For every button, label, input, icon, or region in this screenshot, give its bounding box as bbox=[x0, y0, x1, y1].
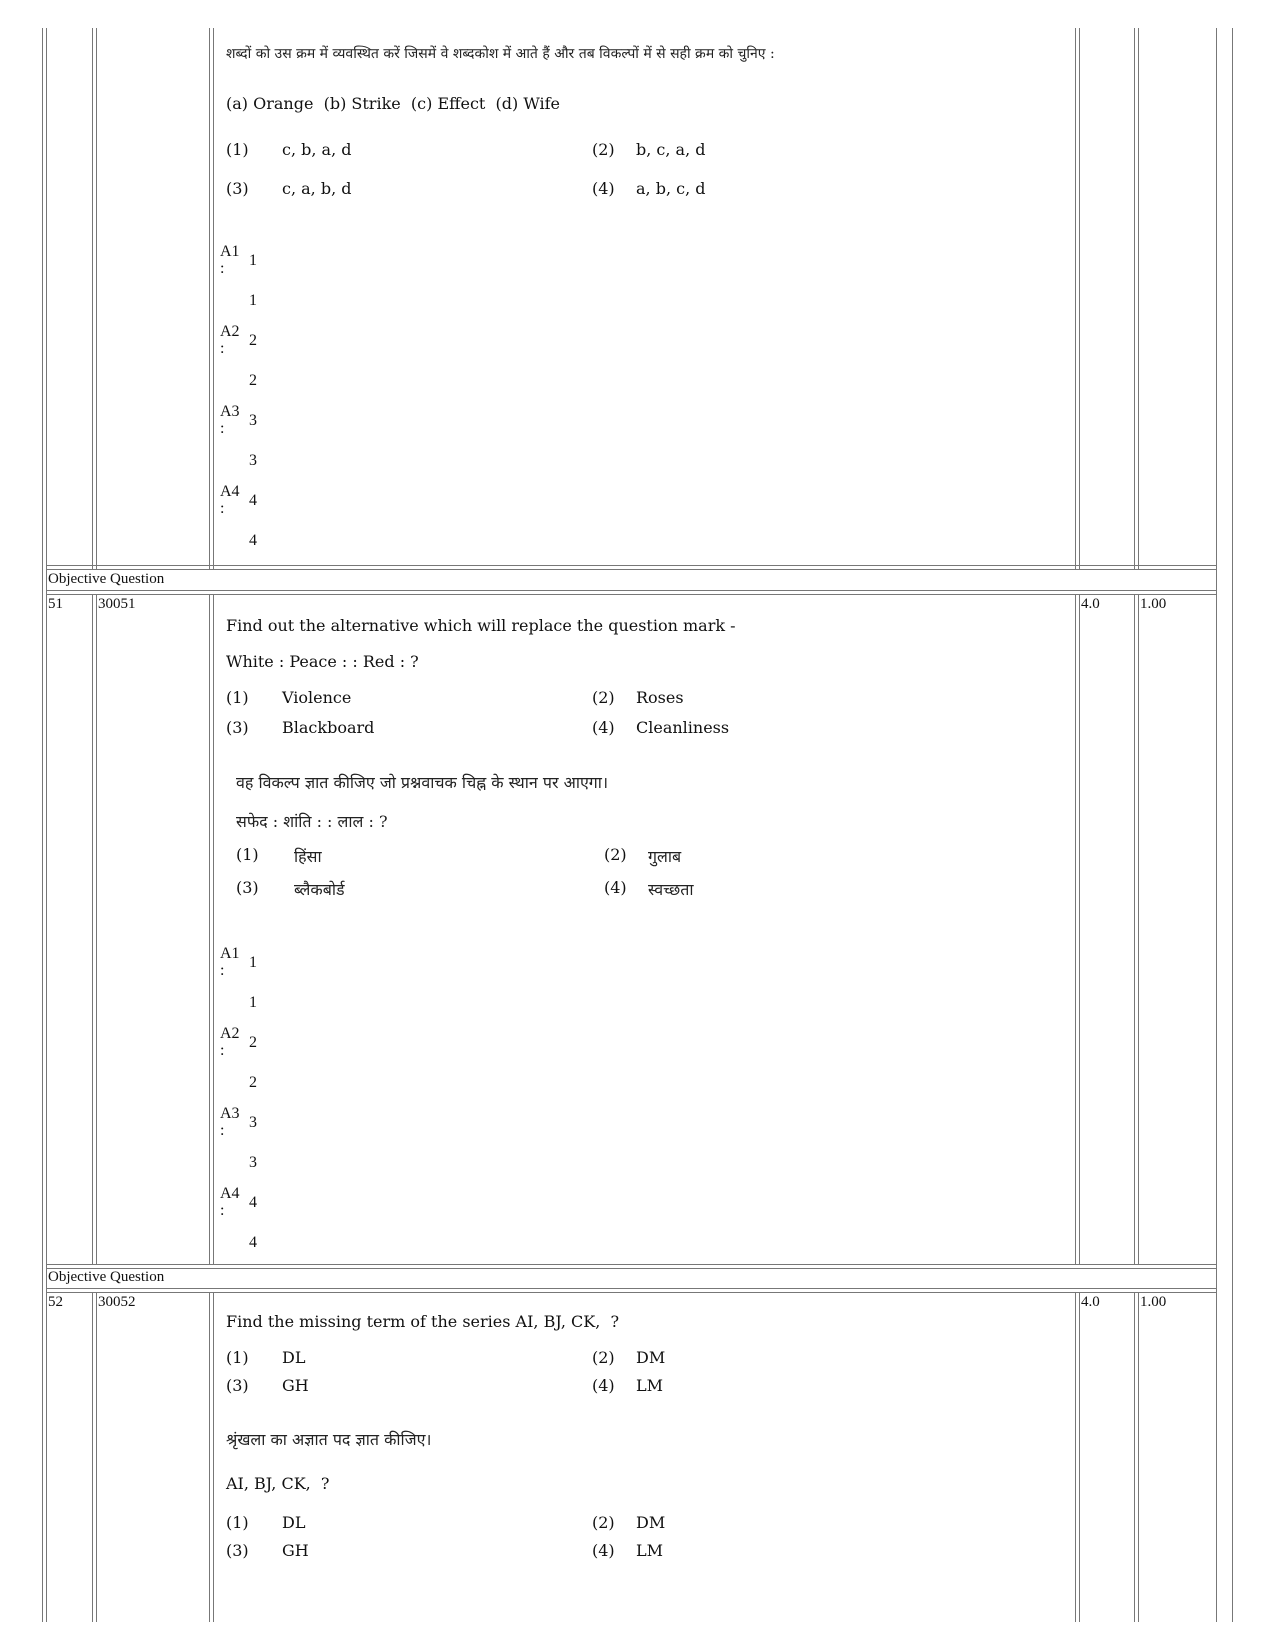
answer-value: 4 bbox=[249, 1234, 257, 1251]
grid-line bbox=[46, 28, 47, 1622]
grid-line bbox=[46, 565, 1216, 566]
answer-value: 4 bbox=[249, 1194, 257, 1211]
answer-colon: : bbox=[220, 1042, 225, 1059]
option-text: DL bbox=[282, 1348, 306, 1367]
grid-line bbox=[46, 594, 1216, 595]
question-text-hindi: श्रृंखला का अज्ञात पद ज्ञात कीजिए। bbox=[226, 1430, 432, 1449]
option-number: (3) bbox=[236, 878, 259, 897]
question-text-hindi: वह विकल्प ज्ञात कीजिए जो प्रश्नवाचक चिह्न के स्थान पर आएगा। bbox=[236, 773, 609, 792]
option-text: GH bbox=[282, 1541, 309, 1560]
answer-value: 2 bbox=[249, 372, 257, 389]
grid-line bbox=[209, 28, 210, 570]
grid-line bbox=[1138, 594, 1139, 1264]
grid-line bbox=[1079, 28, 1080, 570]
answer-value: 1 bbox=[249, 954, 257, 971]
option-text: DL bbox=[282, 1513, 306, 1532]
option-number: (1) bbox=[226, 140, 249, 159]
option-text-hindi: हिंसा bbox=[294, 847, 322, 866]
option-number: (3) bbox=[226, 1376, 249, 1395]
option-text-hindi: स्वच्छता bbox=[648, 880, 694, 899]
answer-value: 1 bbox=[249, 994, 257, 1011]
serial-number: 52 bbox=[48, 1294, 63, 1310]
answer-label: A1 bbox=[220, 945, 240, 962]
option-text: b, c, a, d bbox=[636, 140, 706, 159]
grid-line bbox=[1134, 28, 1135, 570]
option-number: (3) bbox=[226, 718, 249, 737]
answer-label: A4 bbox=[220, 1185, 240, 1202]
option-text: LM bbox=[636, 1541, 664, 1560]
option-text: GH bbox=[282, 1376, 309, 1395]
option-text: a, b, c, d bbox=[636, 179, 706, 198]
grid-line bbox=[96, 28, 97, 570]
option-text: c, a, b, d bbox=[282, 179, 352, 198]
grid-line bbox=[209, 1292, 210, 1622]
answer-label: A2 bbox=[220, 323, 240, 340]
grid-line bbox=[1079, 1292, 1080, 1622]
grid-line bbox=[46, 1288, 1216, 1289]
grid-line bbox=[1232, 28, 1233, 1622]
answer-label: A4 bbox=[220, 483, 240, 500]
grid-line bbox=[1079, 594, 1080, 1264]
marks: 4.0 bbox=[1081, 1294, 1100, 1310]
option-text-hindi: ब्लैकबोर्ड bbox=[294, 880, 345, 899]
answer-value: 1 bbox=[249, 292, 257, 309]
option-number: (3) bbox=[226, 179, 249, 198]
marks: 4.0 bbox=[1081, 596, 1100, 612]
grid-line bbox=[96, 594, 97, 1264]
answer-colon: : bbox=[220, 1122, 225, 1139]
option-number: (2) bbox=[604, 845, 627, 864]
option-number: (1) bbox=[226, 1348, 249, 1367]
option-text: Roses bbox=[636, 688, 684, 707]
grid-line bbox=[1134, 594, 1135, 1264]
answer-value: 3 bbox=[249, 452, 257, 469]
answer-value: 1 bbox=[249, 252, 257, 269]
grid-line bbox=[213, 28, 214, 570]
grid-line bbox=[96, 1292, 97, 1622]
answer-value: 2 bbox=[249, 1034, 257, 1051]
answer-colon: : bbox=[220, 500, 225, 517]
answer-label: A1 bbox=[220, 243, 240, 260]
series-text: AI, BJ, CK, ? bbox=[226, 1474, 330, 1493]
question-id: 30052 bbox=[98, 1294, 136, 1310]
serial-number: 51 bbox=[48, 596, 63, 612]
grid-line bbox=[213, 1292, 214, 1622]
grid-line bbox=[46, 1292, 1216, 1293]
section-label: Objective Question bbox=[48, 1269, 165, 1285]
question-words: (a) Orange (b) Strike (c) Effect (d) Wife bbox=[226, 94, 560, 113]
grid-line bbox=[1216, 28, 1217, 1622]
grid-line bbox=[42, 28, 43, 1622]
grid-line bbox=[209, 594, 210, 1264]
answer-value: 4 bbox=[249, 532, 257, 549]
grid-line bbox=[46, 590, 1216, 591]
option-text: DM bbox=[636, 1348, 666, 1367]
answer-colon: : bbox=[220, 260, 225, 277]
option-text: DM bbox=[636, 1513, 666, 1532]
section-label: Objective Question bbox=[48, 571, 165, 587]
answer-label: A2 bbox=[220, 1025, 240, 1042]
grid-line bbox=[46, 1268, 1216, 1269]
answer-value: 3 bbox=[249, 1154, 257, 1171]
grid-line bbox=[92, 28, 93, 570]
option-number: (4) bbox=[592, 179, 615, 198]
grid-line bbox=[1075, 1292, 1076, 1622]
option-number: (4) bbox=[592, 1541, 615, 1560]
answer-label: A3 bbox=[220, 403, 240, 420]
option-text: c, b, a, d bbox=[282, 140, 352, 159]
question-text-hindi: शब्दों को उस क्रम में व्यवस्थित करें जिसमें वे शब्दकोश में आते हैं और तब विकल्पों में से सही क्रम को चुनिए : bbox=[226, 46, 775, 62]
option-number: (1) bbox=[226, 688, 249, 707]
answer-colon: : bbox=[220, 1202, 225, 1219]
answer-colon: : bbox=[220, 420, 225, 437]
option-text: Violence bbox=[282, 688, 352, 707]
grid-line bbox=[1138, 1292, 1139, 1622]
option-number: (4) bbox=[592, 718, 615, 737]
option-number: (3) bbox=[226, 1541, 249, 1560]
grid-line bbox=[46, 569, 1216, 570]
question-id: 30051 bbox=[98, 596, 136, 612]
analogy-text: White : Peace : : Red : ? bbox=[226, 652, 419, 671]
option-number: (1) bbox=[236, 845, 259, 864]
grid-line bbox=[92, 1292, 93, 1622]
grid-line bbox=[213, 594, 214, 1264]
grid-line bbox=[1134, 1292, 1135, 1622]
answer-value: 3 bbox=[249, 412, 257, 429]
answer-colon: : bbox=[220, 340, 225, 357]
answer-value: 2 bbox=[249, 332, 257, 349]
option-number: (1) bbox=[226, 1513, 249, 1532]
option-text: Cleanliness bbox=[636, 718, 730, 737]
option-number: (2) bbox=[592, 1513, 615, 1532]
question-text: Find the missing term of the series AI, BJ, CK, ? bbox=[226, 1312, 620, 1331]
answer-value: 4 bbox=[249, 492, 257, 509]
option-number: (4) bbox=[592, 1376, 615, 1395]
option-number: (2) bbox=[592, 140, 615, 159]
answer-value: 2 bbox=[249, 1074, 257, 1091]
option-number: (2) bbox=[592, 688, 615, 707]
option-text-hindi: गुलाब bbox=[648, 847, 682, 866]
option-text: LM bbox=[636, 1376, 664, 1395]
option-number: (4) bbox=[604, 878, 627, 897]
grid-line bbox=[46, 1264, 1216, 1265]
analogy-text-hindi: सफेद : शांति : : लाल : ? bbox=[236, 812, 388, 831]
grid-line bbox=[1138, 28, 1139, 570]
grid-line bbox=[1075, 594, 1076, 1264]
question-text: Find out the alternative which will replace the question mark - bbox=[226, 616, 736, 635]
option-text: Blackboard bbox=[282, 718, 375, 737]
negative-marks: 1.00 bbox=[1140, 596, 1167, 612]
negative-marks: 1.00 bbox=[1140, 1294, 1167, 1310]
answer-colon: : bbox=[220, 962, 225, 979]
grid-line bbox=[92, 594, 93, 1264]
answer-label: A3 bbox=[220, 1105, 240, 1122]
answer-value: 3 bbox=[249, 1114, 257, 1131]
grid-line bbox=[1075, 28, 1076, 570]
option-number: (2) bbox=[592, 1348, 615, 1367]
